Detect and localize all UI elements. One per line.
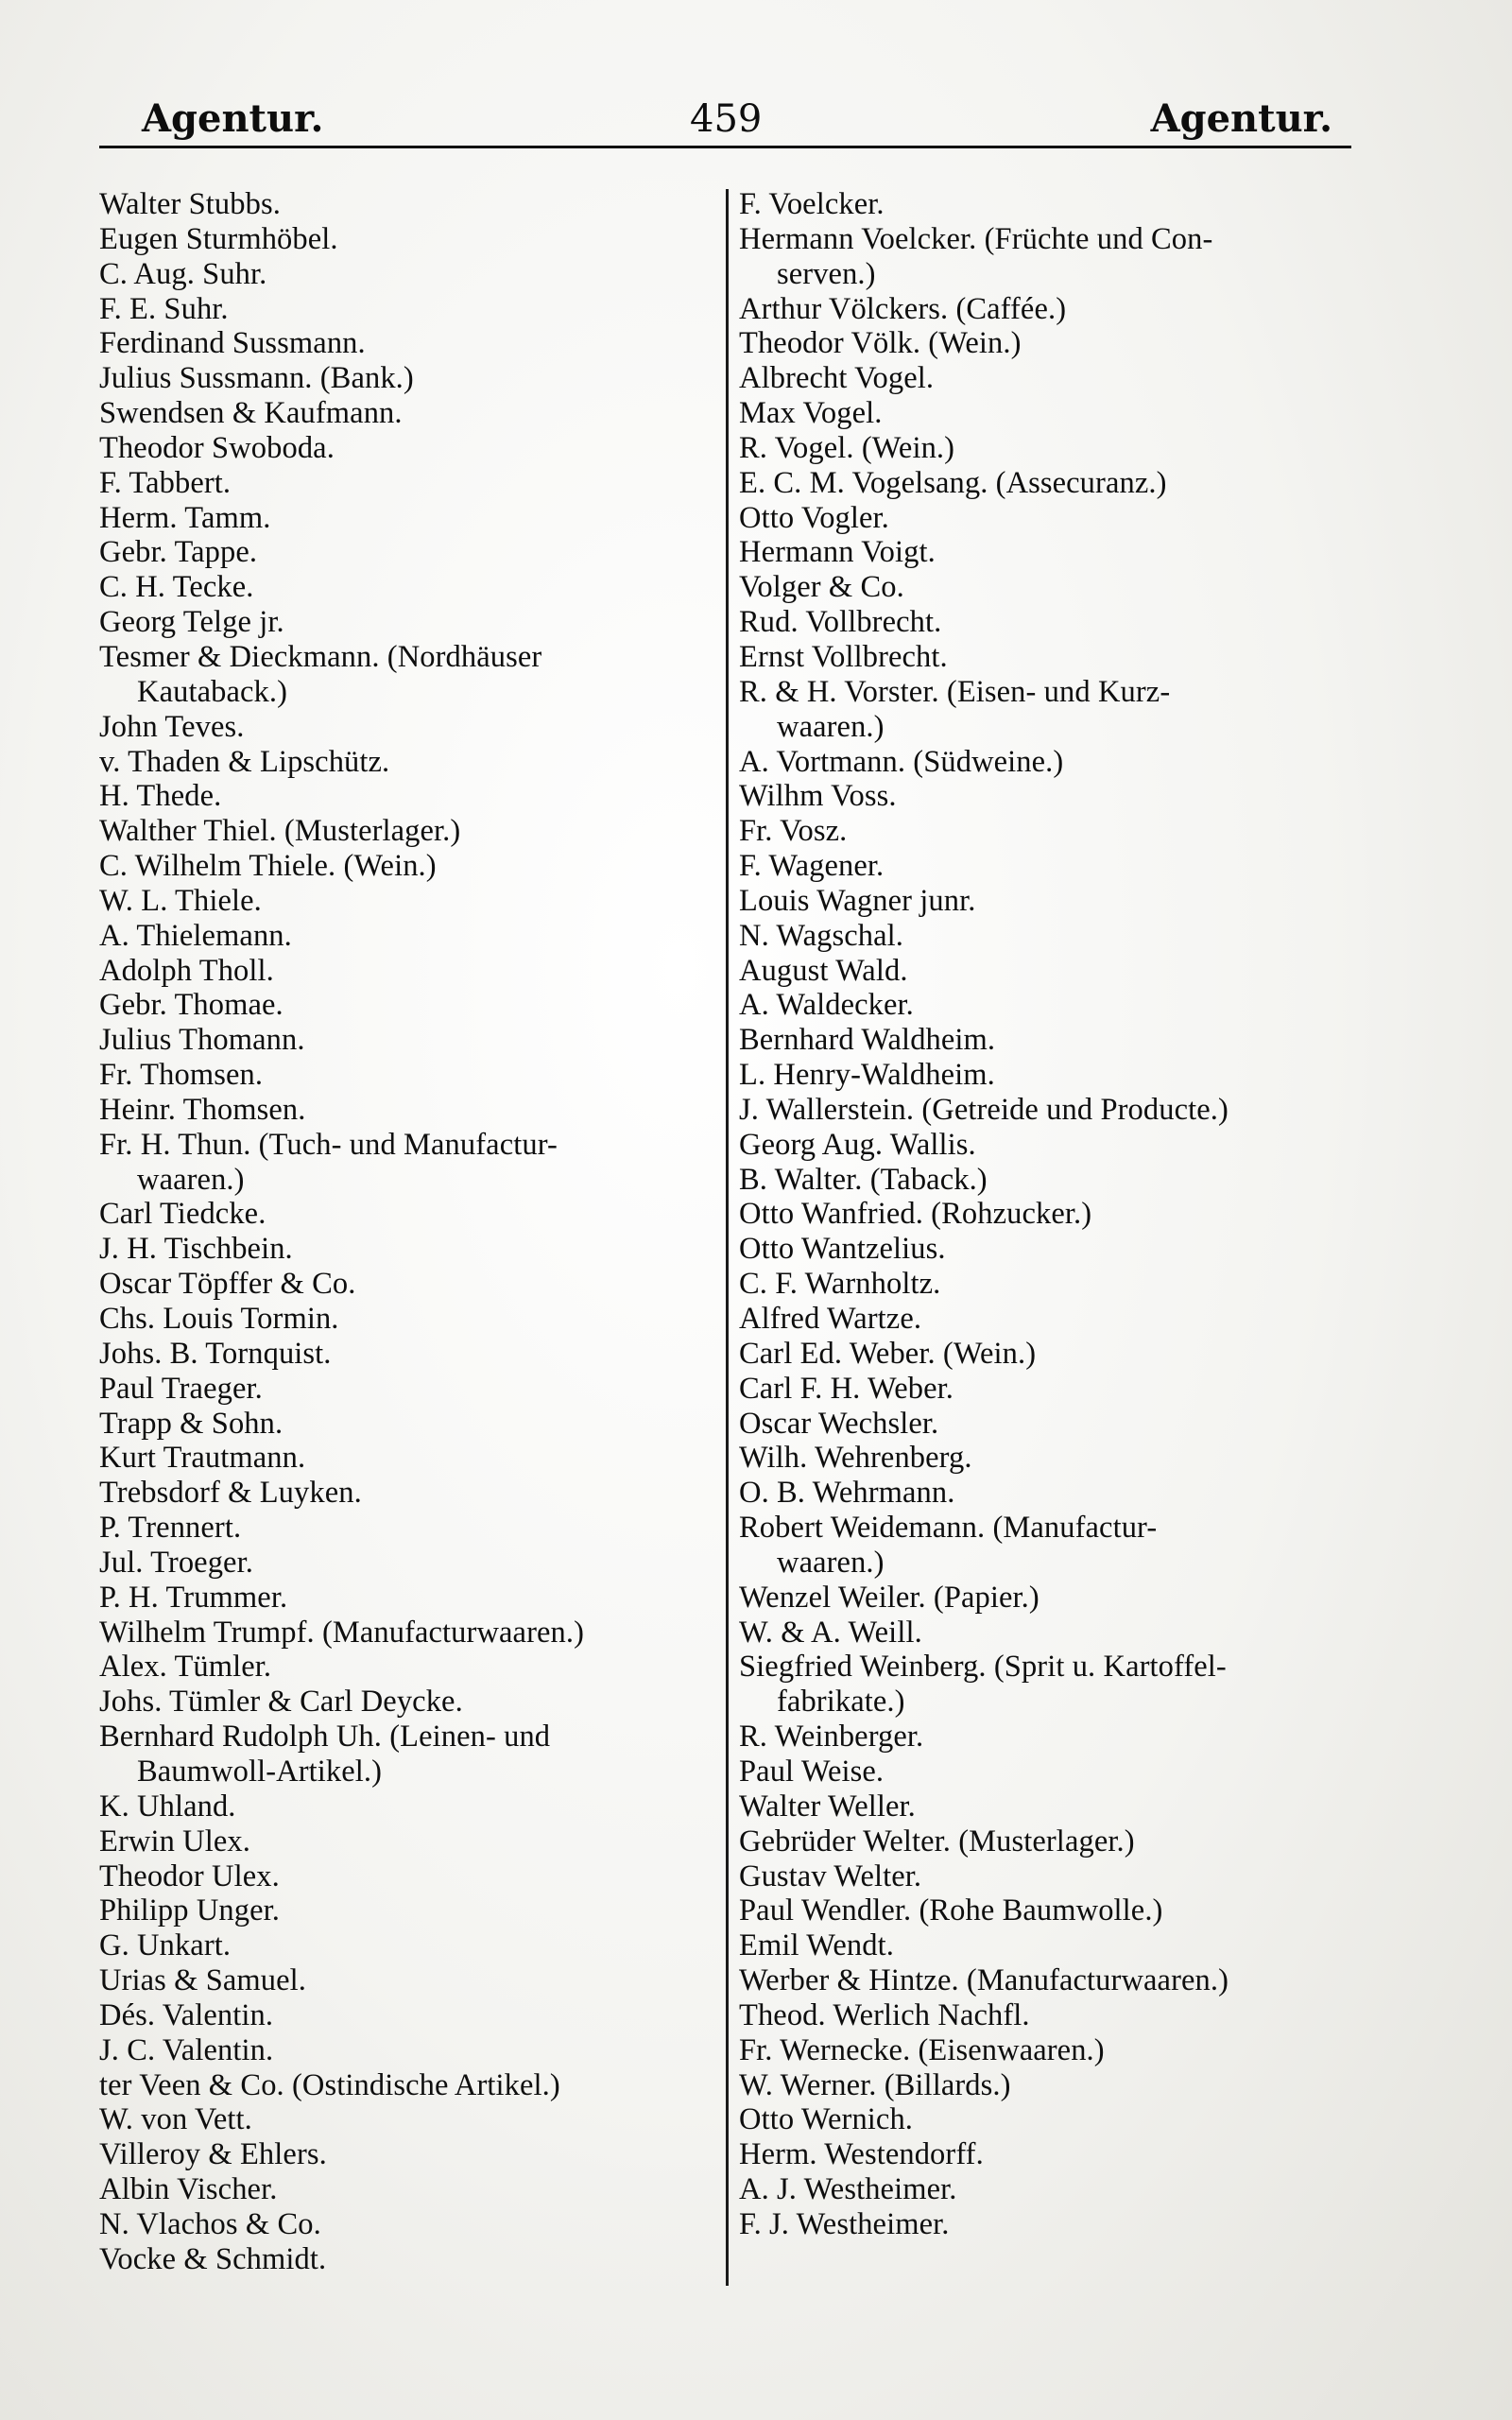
directory-entry: J. C. Valentin.: [99, 2032, 274, 2067]
directory-entry: R. & H. Vorster. (Eisen- und Kurz-: [739, 674, 1171, 709]
directory-entry: Fr. Thomsen.: [99, 1058, 264, 1093]
directory-entry: Otto Vogler.: [739, 500, 889, 535]
header-section-right: Agentur.: [1150, 96, 1332, 141]
entry-continuation: waaren.): [777, 1545, 885, 1580]
directory-entry: Arthur Völckers. (Caffée.): [739, 291, 1067, 326]
directory-entry: H. Thede.: [99, 779, 222, 814]
directory-entry: Fr. H. Thun. (Tuch- und Manufactur-: [99, 1127, 558, 1162]
directory-entry: August Wald.: [739, 953, 908, 988]
directory-entry: Theodor Völk. (Wein.): [739, 326, 1022, 361]
directory-entry: Bernhard Waldheim.: [739, 1023, 996, 1058]
directory-entry: John Teves.: [99, 709, 245, 744]
directory-entry: C. Wilhelm Thiele. (Wein.): [99, 849, 437, 884]
directory-entry: Carl Tiedcke.: [99, 1197, 266, 1232]
directory-entry: Bernhard Rudolph Uh. (Leinen- und: [99, 1720, 551, 1754]
directory-entry: Julius Thomann.: [99, 1023, 305, 1058]
directory-entry: Paul Traeger.: [99, 1371, 263, 1406]
directory-entry: Gebrüder Welter. (Musterlager.): [739, 1824, 1135, 1858]
directory-entry: P. Trennert.: [99, 1511, 242, 1546]
directory-entry: Alex. Tümler.: [99, 1650, 272, 1685]
entry-continuation: waaren.): [137, 1162, 245, 1197]
directory-entry: Philipp Unger.: [99, 1893, 280, 1928]
directory-entry: Theodor Swoboda.: [99, 430, 335, 465]
directory-entry: W. Werner. (Billards.): [739, 2067, 1011, 2102]
left-column-list: [99, 187, 728, 2277]
entry-continuation: waaren.): [777, 709, 885, 744]
page-header: [99, 95, 1351, 151]
directory-entry: G. Unkart.: [99, 1928, 232, 1963]
directory-entry: C. H. Tecke.: [99, 570, 254, 605]
directory-entry: Adolph Tholl.: [99, 953, 274, 988]
column-divider: [726, 189, 729, 2286]
directory-entry: Trapp & Sohn.: [99, 1406, 284, 1441]
directory-entry: Villeroy & Ehlers.: [99, 2137, 327, 2172]
directory-entry: Theodor Ulex.: [99, 1858, 280, 1893]
directory-entry: Oscar Töpffer & Co.: [99, 1267, 356, 1302]
directory-entry: Hermann Voigt.: [739, 535, 936, 570]
directory-entry: L. Henry-Waldheim.: [739, 1058, 995, 1093]
directory-entry: Walter Stubbs.: [99, 187, 281, 221]
header-rule: [99, 146, 1351, 148]
directory-entry: Gebr. Tappe.: [99, 535, 258, 570]
directory-entry: N. Wagschal.: [739, 918, 903, 953]
directory-entry: Johs. B. Tornquist.: [99, 1336, 332, 1371]
directory-entry: Dés. Valentin.: [99, 1997, 274, 2032]
right-column-list: [739, 187, 1372, 2242]
directory-entry: Hermann Voelcker. (Früchte und Con-: [739, 221, 1213, 256]
directory-entry: Jul. Troeger.: [99, 1545, 253, 1580]
directory-entry: Robert Weidemann. (Manufactur-: [739, 1511, 1158, 1546]
directory-entry: Heinr. Thomsen.: [99, 1092, 306, 1127]
directory-entry: W. von Vett.: [99, 2102, 252, 2137]
directory-entry: Fr. Vosz.: [739, 814, 848, 849]
directory-entry: B. Walter. (Taback.): [739, 1162, 988, 1197]
directory-entry: Theod. Werlich Nachfl.: [739, 1997, 1030, 2032]
directory-entry: Wilhm Voss.: [739, 779, 897, 814]
directory-entry: ter Veen & Co. (Ostindische Artikel.): [99, 2067, 560, 2102]
directory-entry: Otto Wernich.: [739, 2102, 914, 2137]
directory-entry: Emil Wendt.: [739, 1928, 894, 1963]
directory-entry: Julius Sussmann. (Bank.): [99, 361, 414, 396]
directory-entry: Johs. Tümler & Carl Deycke.: [99, 1685, 463, 1720]
page-number: 459: [690, 97, 763, 141]
directory-entry: Walter Weller.: [739, 1789, 916, 1824]
entry-continuation: fabrikate.): [777, 1685, 905, 1720]
directory-entry: Wilhelm Trumpf. (Manufacturwaaren.): [99, 1615, 585, 1650]
directory-entry: N. Vlachos & Co.: [99, 2206, 321, 2241]
directory-entry: Vocke & Schmidt.: [99, 2241, 327, 2276]
directory-entry: Tesmer & Dieckmann. (Nordhäuser: [99, 639, 542, 674]
directory-entry: A. Waldecker.: [739, 988, 914, 1023]
directory-entry: F. Wagener.: [739, 849, 885, 884]
directory-entry: R. Vogel. (Wein.): [739, 430, 955, 465]
directory-entry: Oscar Wechsler.: [739, 1406, 939, 1441]
directory-entry: A. Vortmann. (Südweine.): [739, 744, 1064, 779]
directory-entry: A. J. Westheimer.: [739, 2172, 957, 2207]
directory-entry: Rud. Vollbrecht.: [739, 605, 942, 640]
directory-entry: v. Thaden & Lipschütz.: [99, 744, 390, 779]
directory-entry: Ernst Vollbrecht.: [739, 639, 948, 674]
directory-entry: Swendsen & Kaufmann.: [99, 396, 403, 431]
directory-entry: Otto Wantzelius.: [739, 1232, 946, 1267]
directory-entry: F. Tabbert.: [99, 465, 232, 500]
directory-entry: Urias & Samuel.: [99, 1963, 307, 1998]
directory-entry: P. H. Trummer.: [99, 1580, 288, 1615]
directory-entry: Herm. Westendorff.: [739, 2137, 984, 2172]
directory-entry: Paul Weise.: [739, 1754, 885, 1789]
directory-entry: Wilh. Wehrenberg.: [739, 1441, 972, 1476]
entry-continuation: Baumwoll-Artikel.): [137, 1754, 383, 1789]
directory-entry: Max Vogel.: [739, 396, 883, 431]
directory-entry: Louis Wagner junr.: [739, 883, 976, 918]
directory-entry: Carl Ed. Weber. (Wein.): [739, 1336, 1037, 1371]
directory-entry: Volger & Co.: [739, 570, 904, 605]
directory-entry: Albin Vischer.: [99, 2172, 278, 2207]
directory-entry: Herm. Tamm.: [99, 500, 271, 535]
directory-entry: Fr. Wernecke. (Eisenwaaren.): [739, 2032, 1105, 2067]
directory-entry: Wenzel Weiler. (Papier.): [739, 1580, 1040, 1615]
directory-entry: Eugen Sturmhöbel.: [99, 221, 338, 256]
directory-entry: F. Voelcker.: [739, 187, 885, 221]
entry-continuation: serven.): [777, 256, 876, 291]
directory-entry: Gebr. Thomae.: [99, 988, 284, 1023]
entry-continuation: Kautaback.): [137, 674, 287, 709]
directory-entry: Erwin Ulex.: [99, 1824, 250, 1858]
directory-entry: Gustav Welter.: [739, 1858, 922, 1893]
directory-entry: R. Weinberger.: [739, 1720, 924, 1754]
directory-entry: Chs. Louis Tormin.: [99, 1302, 339, 1336]
directory-entry: Georg Aug. Wallis.: [739, 1127, 976, 1162]
directory-entry: Kurt Trautmann.: [99, 1441, 306, 1476]
directory-entry: J. Wallerstein. (Getreide und Producte.): [739, 1092, 1228, 1127]
directory-entry: F. J. Westheimer.: [739, 2206, 950, 2241]
directory-entry: A. Thielemann.: [99, 918, 292, 953]
directory-entry: J. H. Tischbein.: [99, 1232, 293, 1267]
directory-entry: Otto Wanfried. (Rohzucker.): [739, 1197, 1092, 1232]
directory-entry: Trebsdorf & Luyken.: [99, 1476, 362, 1511]
directory-entry: Albrecht Vogel.: [739, 361, 935, 396]
directory-entry: Siegfried Weinberg. (Sprit u. Kartoffel-: [739, 1650, 1227, 1685]
directory-entry: W. L. Thiele.: [99, 883, 262, 918]
header-section-left: Agentur.: [142, 96, 324, 141]
directory-entry: C. Aug. Suhr.: [99, 256, 267, 291]
directory-entry: Paul Wendler. (Rohe Baumwolle.): [739, 1893, 1163, 1928]
directory-entry: K. Uhland.: [99, 1789, 236, 1824]
directory-entry: O. B. Wehrmann.: [739, 1476, 955, 1511]
directory-entry: W. & A. Weill.: [739, 1615, 922, 1650]
directory-entry: Walther Thiel. (Musterlager.): [99, 814, 461, 849]
directory-entry: Carl F. H. Weber.: [739, 1371, 954, 1406]
directory-entry: Georg Telge jr.: [99, 605, 284, 640]
directory-entry: C. F. Warnholtz.: [739, 1267, 941, 1302]
directory-entry: Ferdinand Sussmann.: [99, 326, 366, 361]
directory-entry: E. C. M. Vogelsang. (Assecuranz.): [739, 465, 1167, 500]
directory-entry: Werber & Hintze. (Manufacturwaaren.): [739, 1963, 1229, 1998]
directory-entry: Alfred Wartze.: [739, 1302, 922, 1336]
directory-entry: F. E. Suhr.: [99, 291, 229, 326]
